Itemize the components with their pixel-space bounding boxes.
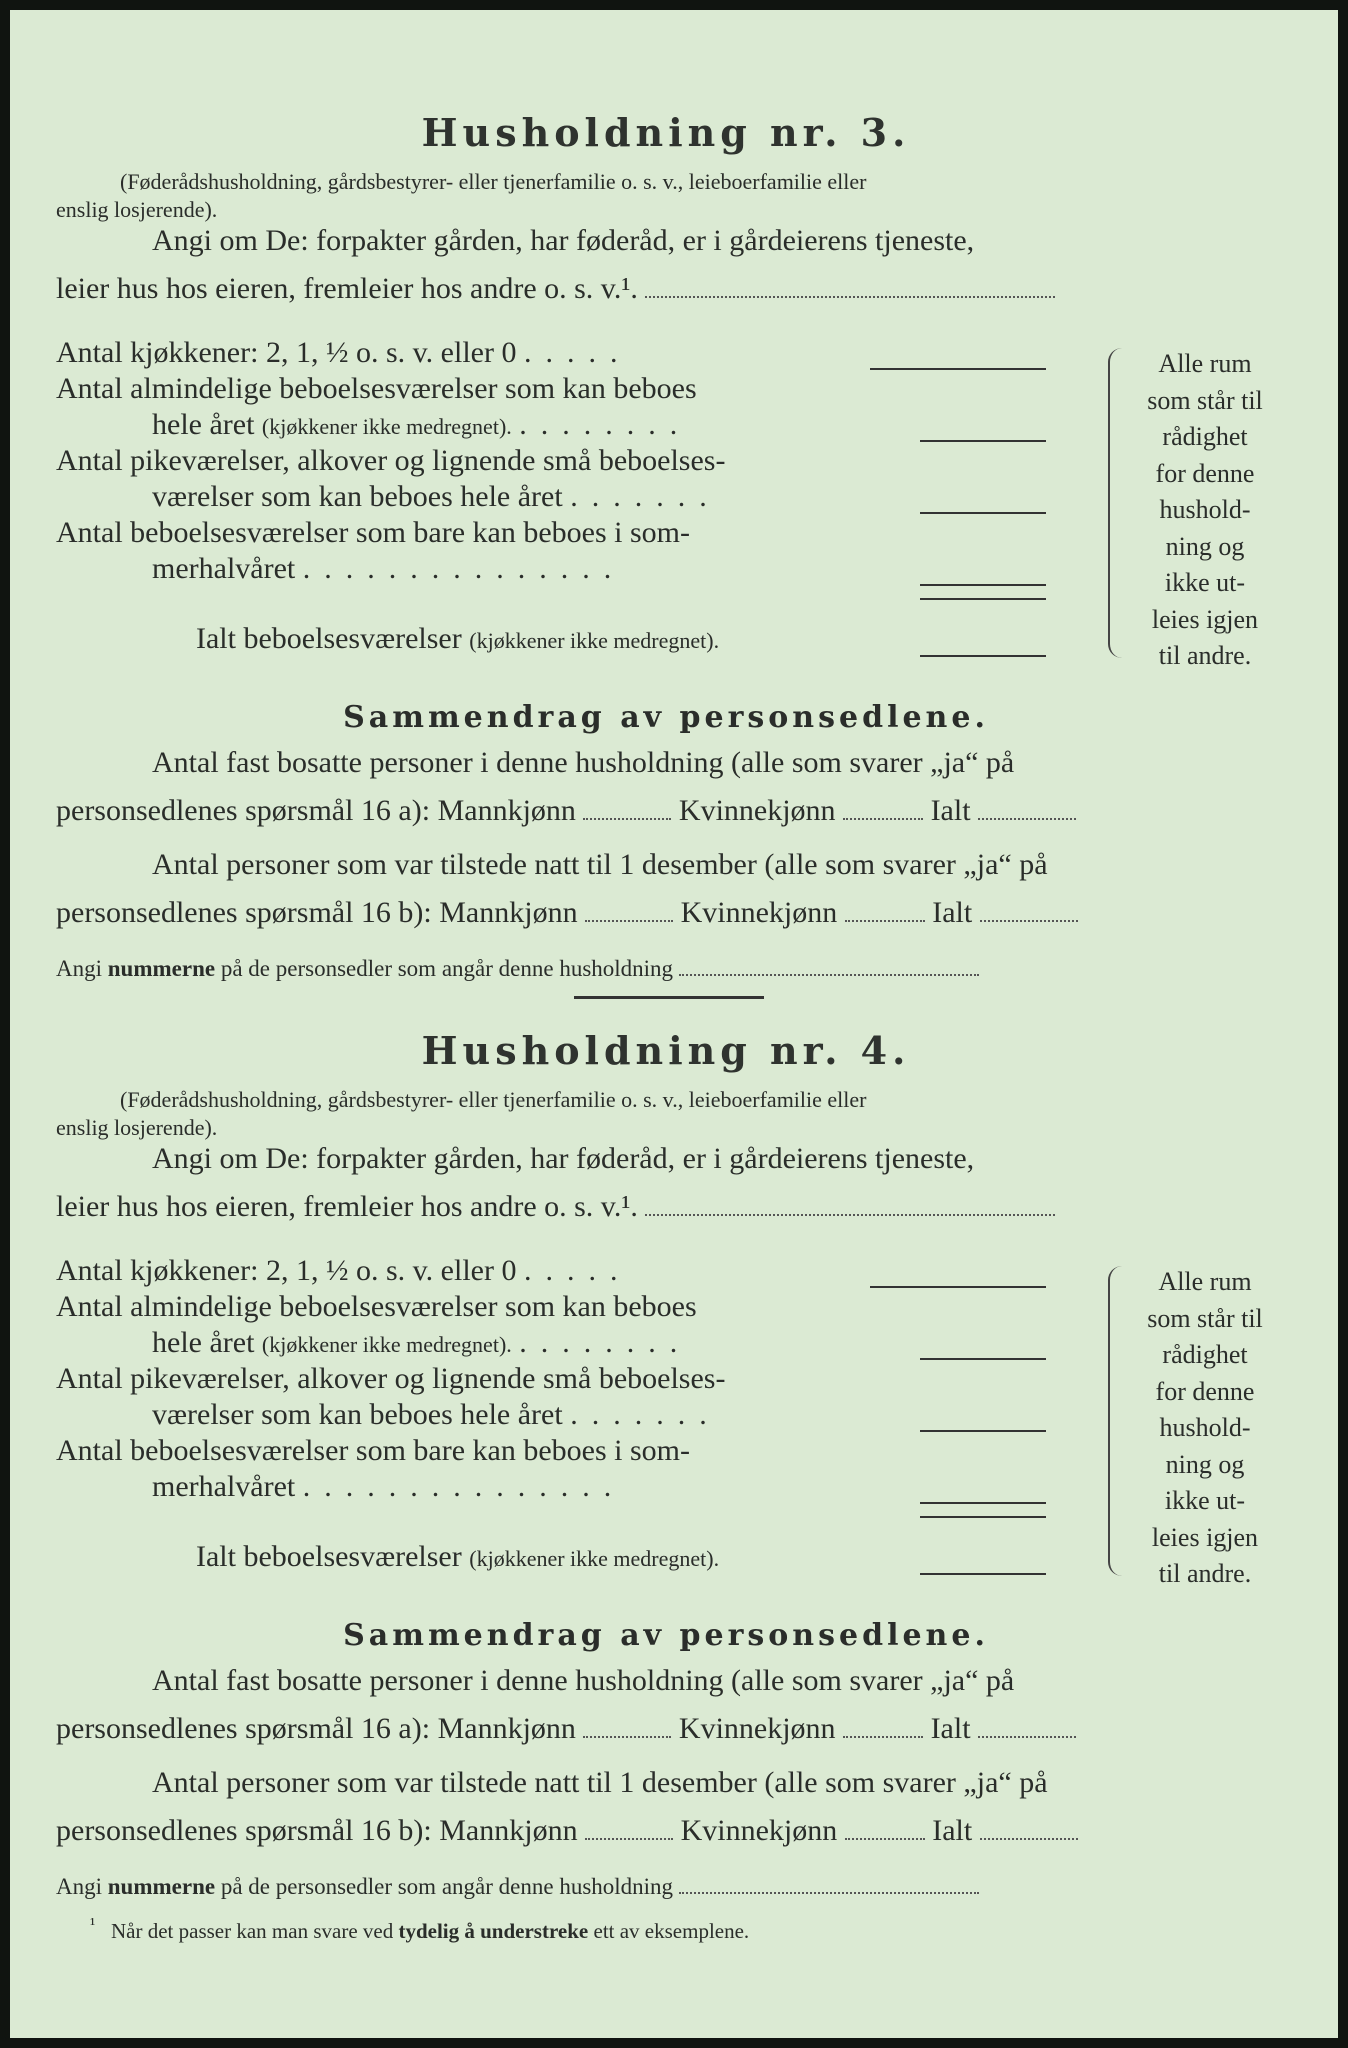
numbers-line: Angi nummerne på de personsedler som angår denne husholdning	[56, 1874, 979, 1900]
side-note: Alle rum som står til rådighet for denne hushold- ning og ikke ut- leies igjen til andre.	[1147, 349, 1263, 670]
sum-rule	[920, 598, 1046, 600]
rooms-line-1: Antal almindelige beboelsesværelser som kan beboes	[56, 1290, 697, 1323]
kitchens-line: Antal kjøkkener: 2, 1, ½ o. s. v. eller 0 .....	[56, 1254, 632, 1287]
summer-rooms-line-1: Antal beboelsesværelser som bare kan beboes i som-	[56, 516, 690, 549]
present-female-field[interactable]	[845, 918, 925, 922]
side-note-brace	[1108, 1266, 1130, 1576]
household-title: Husholdning nr. 3.	[421, 110, 911, 155]
present-total-field[interactable]	[980, 1836, 1078, 1840]
present-total-field[interactable]	[980, 918, 1078, 922]
intro-line-2: leier hus hos eieren, fremleier hos andre o. s. v.¹.	[56, 1190, 1055, 1224]
summer-rooms-answer-field[interactable]	[920, 1502, 1046, 1504]
intro-line-1: Angi om De: forpakter gården, har føderåd, er i gårdeierens tjeneste,	[152, 224, 975, 257]
total-rooms-answer-field[interactable]	[920, 1573, 1046, 1575]
present-female-field[interactable]	[845, 1836, 925, 1840]
side-note: Alle rum som står til rådighet for denne hushold- ning og ikke ut- leies igjen til andre.	[1147, 1267, 1263, 1588]
present-line-1: Antal personer som var tilstede natt til 1 desember (alle som svarer „ja“ på	[152, 848, 1048, 881]
rooms-answer-field[interactable]	[920, 1358, 1046, 1360]
total-rooms-answer-field[interactable]	[920, 655, 1046, 657]
maid-rooms-line-1: Antal pikeværelser, alkover og lignende små beboelses-	[56, 1362, 726, 1395]
household-subtitle: (Føderådshusholdning, gårdsbestyrer- eller tjenerfamilie o. s. v., leieboerfamilie eller enslig losjerende).	[56, 1087, 867, 1140]
rooms-line-2: hele året (kjøkkener ikke medregnet). ........	[152, 1326, 692, 1359]
resident-total-field[interactable]	[978, 1734, 1076, 1738]
numbers-answer-field[interactable]	[679, 972, 979, 976]
maid-rooms-line-2: værelser som kan beboes hele året .......	[152, 480, 721, 513]
present-line-1: Antal personer som var tilstede natt til 1 desember (alle som svarer „ja“ på	[152, 1766, 1048, 1799]
household-subtitle: (Føderådshusholdning, gårdsbestyrer- eller tjenerfamilie o. s. v., leieboerfamilie eller enslig losjerende).	[56, 169, 867, 222]
summary-title: Sammendrag av personsedlene.	[343, 1618, 989, 1653]
sum-rule	[920, 1516, 1046, 1518]
summer-rooms-line-2: merhalvåret ...............	[152, 1470, 626, 1503]
total-rooms-line: Ialt beboelsesværelser (kjøkkener ikke medregnet).	[196, 622, 720, 655]
kitchens-answer-field[interactable]	[870, 368, 1046, 370]
intro-answer-field[interactable]	[645, 1212, 1055, 1216]
present-male-field[interactable]	[585, 1836, 673, 1840]
intro-line-1: Angi om De: forpakter gården, har føderåd, er i gårdeierens tjeneste,	[152, 1142, 975, 1175]
census-form-page	[10, 10, 1338, 2038]
resident-line-2: personsedlenes spørsmål 16 a): Mannkjønn Kvinnekjønn Ialt	[56, 1712, 1076, 1746]
side-note-brace	[1108, 348, 1130, 658]
summary-title: Sammendrag av personsedlene.	[343, 700, 989, 735]
resident-male-field[interactable]	[583, 816, 671, 820]
intro-answer-field[interactable]	[645, 294, 1055, 298]
numbers-line: Angi nummerne på de personsedler som angår denne husholdning	[56, 956, 979, 982]
footnote: $^{^1}$ Når det passer kan man svare ved tydelig å understreke ett av eksemplene.	[90, 1914, 750, 1943]
kitchens-line: Antal kjøkkener: 2, 1, ½ o. s. v. eller 0 .....	[56, 336, 632, 369]
summer-rooms-line-2: merhalvåret ...............	[152, 552, 626, 585]
present-line-2: personsedlenes spørsmål 16 b): Mannkjønn Kvinnekjønn Ialt	[56, 1814, 1078, 1848]
rooms-answer-field[interactable]	[920, 440, 1046, 442]
summer-rooms-answer-field[interactable]	[920, 584, 1046, 586]
resident-line-1: Antal fast bosatte personer i denne husholdning (alle som svarer „ja“ på	[152, 746, 1015, 779]
rooms-line-1: Antal almindelige beboelsesværelser som kan beboes	[56, 372, 697, 405]
resident-female-field[interactable]	[843, 1734, 923, 1738]
household-title: Husholdning nr. 4.	[421, 1028, 911, 1073]
maid-rooms-answer-field[interactable]	[920, 1430, 1046, 1432]
resident-female-field[interactable]	[843, 816, 923, 820]
present-line-2: personsedlenes spørsmål 16 b): Mannkjønn Kvinnekjønn Ialt	[56, 896, 1078, 930]
intro-line-2: leier hus hos eieren, fremleier hos andre o. s. v.¹.	[56, 272, 1055, 306]
section-separator	[574, 996, 764, 999]
summer-rooms-line-1: Antal beboelsesværelser som bare kan beboes i som-	[56, 1434, 690, 1467]
maid-rooms-line-2: værelser som kan beboes hele året .......	[152, 1398, 721, 1431]
kitchens-answer-field[interactable]	[870, 1286, 1046, 1288]
total-rooms-line: Ialt beboelsesværelser (kjøkkener ikke medregnet).	[196, 1540, 720, 1573]
resident-line-1: Antal fast bosatte personer i denne husholdning (alle som svarer „ja“ på	[152, 1664, 1015, 1697]
resident-line-2: personsedlenes spørsmål 16 a): Mannkjønn Kvinnekjønn Ialt	[56, 794, 1076, 828]
present-male-field[interactable]	[585, 918, 673, 922]
rooms-line-2: hele året (kjøkkener ikke medregnet). ........	[152, 408, 692, 441]
maid-rooms-answer-field[interactable]	[920, 512, 1046, 514]
resident-male-field[interactable]	[583, 1734, 671, 1738]
maid-rooms-line-1: Antal pikeværelser, alkover og lignende små beboelses-	[56, 444, 726, 477]
resident-total-field[interactable]	[978, 816, 1076, 820]
numbers-answer-field[interactable]	[679, 1890, 979, 1894]
